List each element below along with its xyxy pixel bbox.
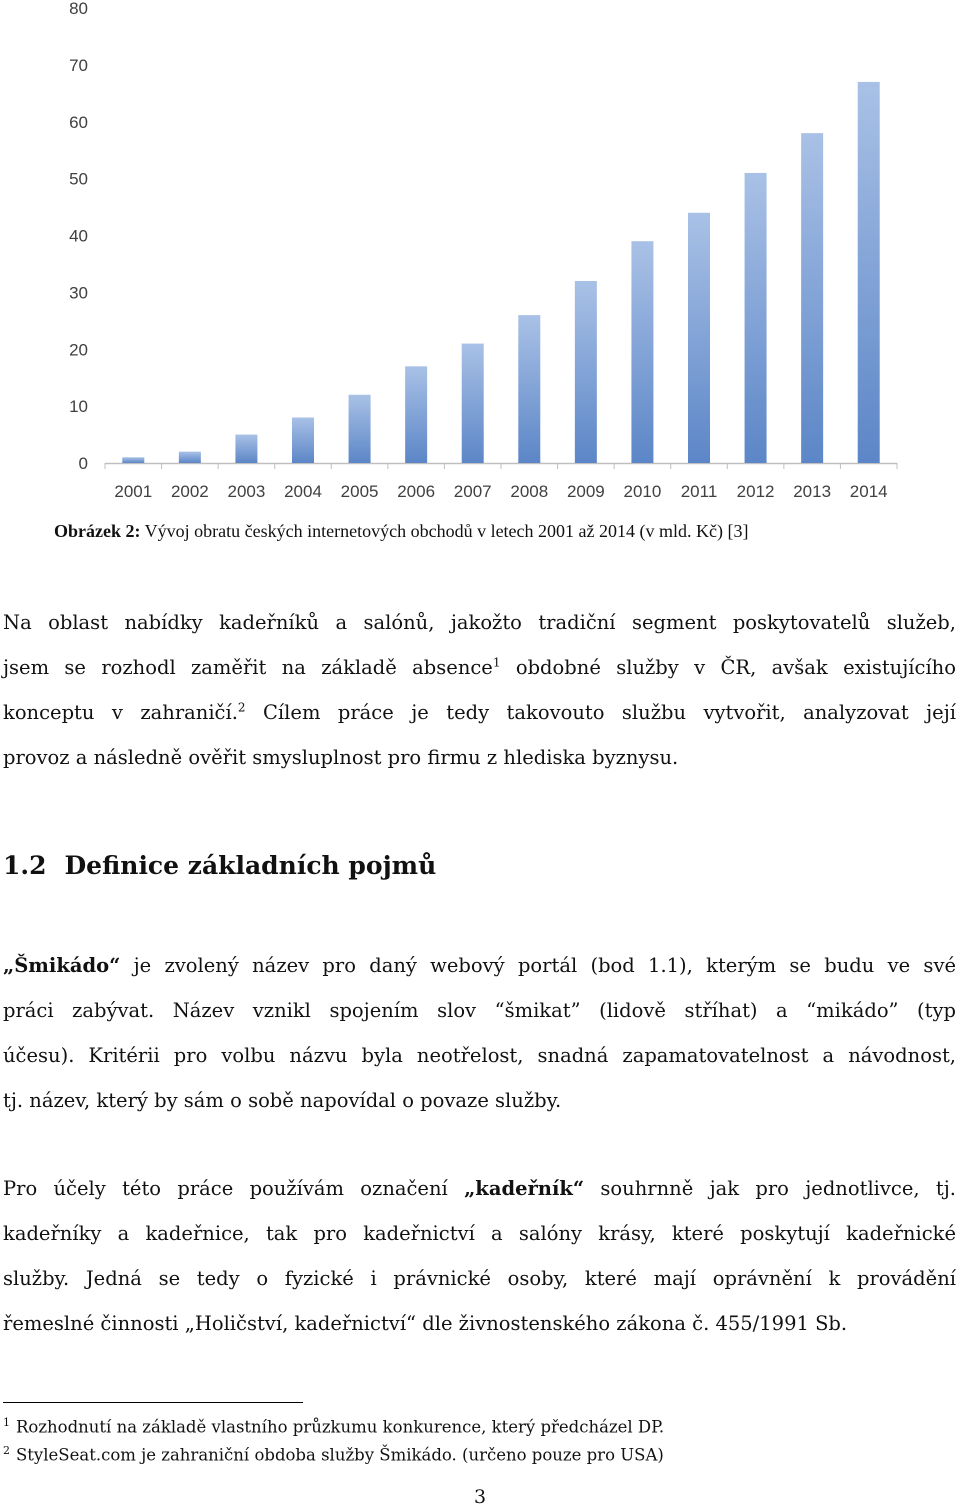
- paragraph-line: [3, 645, 956, 690]
- bar-2004: [292, 418, 314, 464]
- paragraph-line: [3, 943, 956, 988]
- bar-2008: [518, 315, 540, 463]
- text-run: Pro účely této práce používám označení: [3, 1177, 465, 1200]
- y-tick-label: 20: [69, 340, 88, 360]
- paragraph-line: tj. název, který by sám o sobě napovídal o povaze služby.: [3, 1089, 562, 1112]
- footnote-2: [3, 1444, 664, 1465]
- y-tick-label: 60: [69, 112, 88, 132]
- figure-caption: [54, 521, 749, 542]
- y-tick-label: 10: [69, 397, 88, 417]
- text-run: Cílem práce je tedy takovouto službu vytvořit, analyzovat její: [245, 701, 956, 724]
- section-heading: [3, 851, 436, 880]
- paragraph-line: Na oblast nabídky kadeřníků a salónů, jakožto tradiční segment poskytovatelů služeb,: [3, 611, 956, 634]
- paragraph-definition-kadernik: [3, 1166, 956, 1346]
- text-run: je zvolený název pro daný webový portál (bod 1.1), kterým se budu ve své: [120, 954, 956, 977]
- y-tick-label: 40: [69, 226, 88, 246]
- x-tick-label: 2006: [397, 482, 436, 501]
- bar-2007: [462, 344, 484, 463]
- x-tick-label: 2008: [510, 482, 549, 501]
- text-run: obdobné služby v ČR, avšak existujícího: [500, 656, 956, 679]
- bar-2001: [122, 457, 144, 463]
- y-tick-label: 70: [69, 55, 88, 75]
- footnote-ref: 2: [237, 700, 246, 715]
- x-tick-label: 2005: [340, 482, 379, 501]
- term-kadernik: „kadeřník“: [464, 1177, 585, 1200]
- y-tick-label: 80: [69, 0, 88, 18]
- footnote-separator: [3, 1402, 303, 1403]
- paragraph-line: účesu). Kritérii pro volbu názvu byla neotřelost, snadná zapamatovatelnost a návodnost,: [3, 1044, 956, 1067]
- figure-caption-label: Obrázek 2:: [54, 521, 141, 541]
- term-smikado: „Šmikádo“: [3, 954, 121, 977]
- x-tick-label: 2001: [114, 482, 153, 501]
- x-axis: [105, 463, 897, 501]
- bar-2010: [631, 241, 653, 463]
- x-tick-label: 2002: [170, 482, 209, 501]
- x-tick-label: 2014: [849, 482, 888, 501]
- text-run: souhrnně jak pro jednotlivce, tj.: [584, 1177, 956, 1200]
- paragraph-definition-smikado: [3, 943, 956, 1123]
- bar-2005: [349, 395, 371, 463]
- paragraph-line: [3, 1166, 956, 1211]
- paragraph-line: [3, 690, 956, 735]
- revenue-bar-chart: [0, 0, 960, 505]
- paragraph-line: řemeslné činnosti „Holičství, kadeřnictví“ dle živnostenského zákona č. 455/1991 Sb.: [3, 1312, 848, 1335]
- text-run: jsem se rozhodl zaměřit na základě absence: [3, 656, 493, 679]
- bar-2012: [745, 173, 767, 463]
- paragraph-line: práci zabývat. Název vznikl spojením slov “šmikat” (lidově stříhat) a “mikádo” (typ: [3, 999, 956, 1022]
- x-tick-label: 2010: [623, 482, 662, 501]
- section-title: Definice základních pojmů: [64, 851, 437, 880]
- paragraph-line: služby. Jedná se tedy o fyzické i právnické osoby, které mají oprávnění k provádění: [3, 1267, 956, 1290]
- y-tick-label: 0: [78, 454, 88, 473]
- bar-2013: [801, 133, 823, 463]
- y-tick-label: 30: [69, 283, 88, 303]
- bar-2009: [575, 281, 597, 463]
- page-number: 3: [473, 1486, 487, 1508]
- bar-2011: [688, 213, 710, 463]
- x-tick-label: 2004: [284, 482, 322, 501]
- paragraph-intro: [3, 600, 956, 780]
- figure-caption-text: Vývoj obratu českých internetových obchodů v letech 2001 až 2014 (v mld. Kč): [140, 521, 728, 541]
- footnote-mark: 2: [3, 1444, 10, 1457]
- footnote-1: [3, 1416, 664, 1437]
- x-tick-label: 2003: [227, 482, 266, 501]
- y-tick-label: 50: [69, 169, 88, 189]
- figure-caption-ref: [3]: [727, 521, 749, 541]
- x-tick-label: 2011: [680, 482, 718, 501]
- footnote-mark: 1: [3, 1416, 10, 1429]
- x-tick-label: 2013: [793, 482, 832, 501]
- footnote-text: StyleSeat.com je zahraniční obdoba služby Šmikádo. (určeno pouze pro USA): [16, 1445, 664, 1465]
- footnote-text: Rozhodnutí na základě vlastního průzkumu konkurence, který předcházel DP.: [16, 1417, 665, 1437]
- paragraph-line: kadeřníky a kadeřnice, tak pro kadeřnictví a salóny krásy, které poskytují kadeřnické: [3, 1222, 956, 1245]
- section-number: 1.2: [3, 851, 47, 880]
- paragraph-line: provoz a následně ověřit smysluplnost pro firmu z hlediska byznysu.: [3, 746, 679, 769]
- text-run: konceptu v zahraničí.: [3, 701, 238, 724]
- bar-2002: [179, 452, 201, 463]
- x-tick-label: 2007: [453, 482, 492, 501]
- bar-2014: [858, 82, 880, 463]
- bar-2006: [405, 366, 427, 463]
- y-axis: [69, 0, 88, 473]
- footnote-ref: 1: [492, 655, 501, 670]
- bar-2003: [235, 435, 257, 463]
- x-tick-label: 2009: [566, 482, 605, 501]
- bars: [122, 82, 879, 463]
- x-tick-label: 2012: [736, 482, 775, 501]
